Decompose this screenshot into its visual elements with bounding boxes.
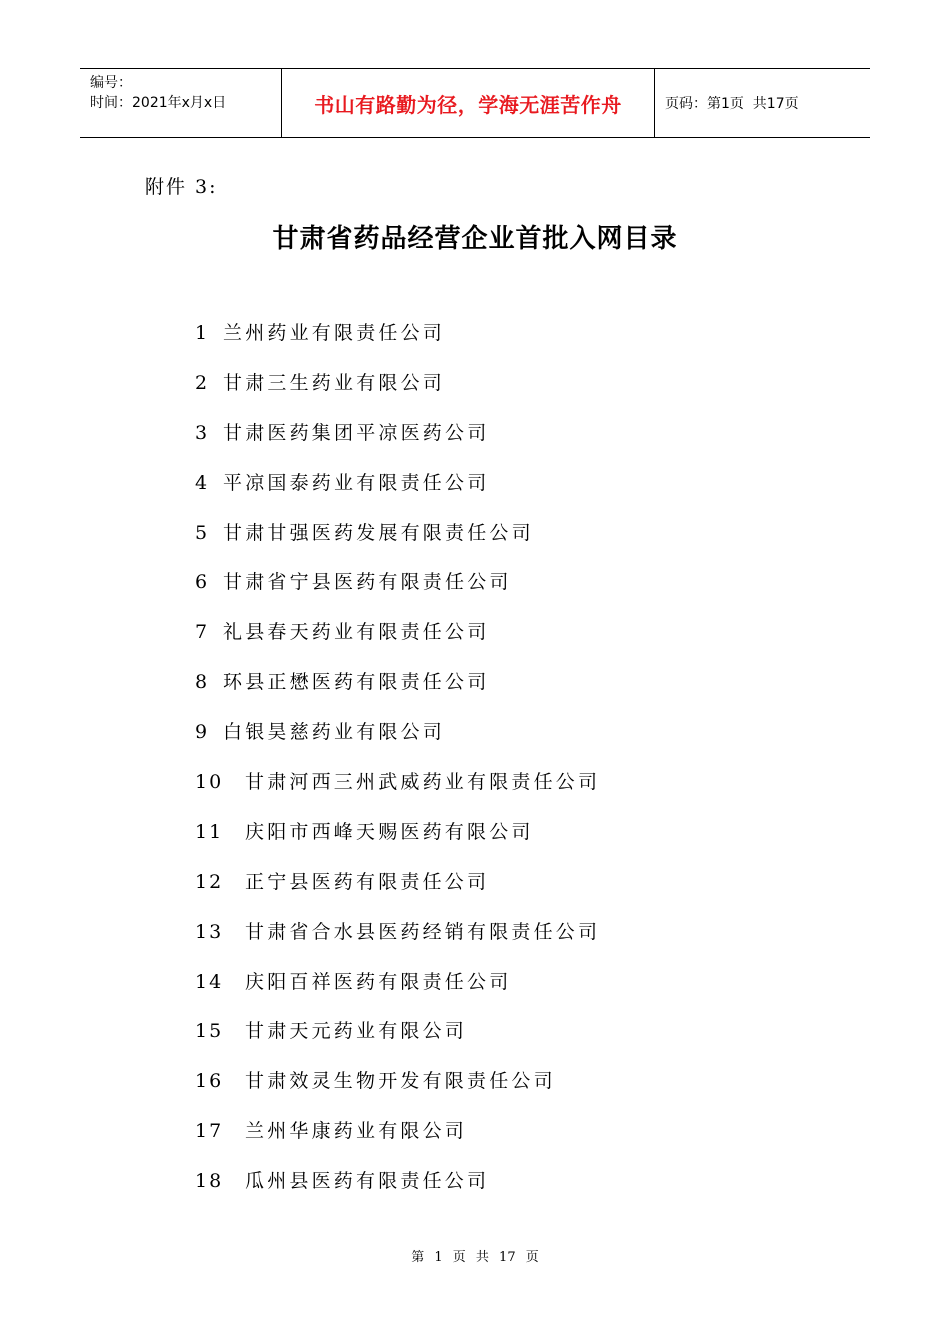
item-number: 13 bbox=[195, 920, 224, 943]
item-number: 14 bbox=[195, 970, 224, 993]
item-name: 甘肃甘强医药发展有限责任公司 bbox=[223, 521, 534, 544]
list-item bbox=[195, 567, 600, 617]
list-item bbox=[195, 1066, 600, 1116]
item-number: 17 bbox=[195, 1120, 224, 1143]
motto-text: 书山有路勤为径，学海无涯苦作舟 bbox=[314, 92, 622, 117]
list-item bbox=[195, 867, 600, 917]
item-name: 庆阳市西峰天赐医药有限公司 bbox=[245, 820, 534, 843]
header-motto-cell bbox=[282, 69, 655, 137]
item-name: 平凉国泰药业有限责任公司 bbox=[223, 471, 490, 494]
list-item bbox=[195, 418, 600, 468]
item-name: 白银昊慈药业有限公司 bbox=[223, 721, 446, 744]
list-item bbox=[195, 817, 600, 867]
item-name: 甘肃省合水县医药经销有限责任公司 bbox=[245, 920, 601, 943]
item-number: 6 bbox=[195, 571, 209, 594]
item-name: 环县正懋医药有限责任公司 bbox=[223, 671, 490, 694]
page-footer: 第 1 页 共 17 页 bbox=[411, 1250, 539, 1265]
item-number: 8 bbox=[195, 671, 209, 694]
list-item bbox=[195, 767, 600, 817]
list-item bbox=[195, 1166, 600, 1216]
item-name: 庆阳百祥医药有限责任公司 bbox=[245, 970, 512, 993]
header-page-cell bbox=[655, 69, 870, 137]
time-label: 时间：2021年x月x日 bbox=[90, 95, 227, 111]
item-number: 2 bbox=[195, 371, 209, 394]
company-list bbox=[195, 318, 600, 1216]
item-name: 正宁县医药有限责任公司 bbox=[245, 870, 490, 893]
item-number: 11 bbox=[195, 820, 224, 843]
item-name: 甘肃三生药业有限公司 bbox=[223, 371, 446, 394]
item-name: 礼县春天药业有限责任公司 bbox=[223, 621, 490, 644]
item-number: 7 bbox=[195, 621, 209, 644]
header-info-cell bbox=[80, 69, 282, 137]
item-number: 18 bbox=[195, 1170, 224, 1193]
item-number: 9 bbox=[195, 721, 209, 744]
item-number: 15 bbox=[195, 1020, 224, 1043]
item-name: 甘肃省宁县医药有限责任公司 bbox=[223, 571, 512, 594]
list-item bbox=[195, 518, 600, 568]
item-name: 兰州华康药业有限公司 bbox=[245, 1120, 468, 1143]
item-name: 甘肃天元药业有限公司 bbox=[245, 1020, 468, 1043]
list-item bbox=[195, 1116, 600, 1166]
number-label: 编号： bbox=[90, 75, 132, 91]
list-item bbox=[195, 318, 600, 368]
item-number: 1 bbox=[195, 322, 209, 344]
item-number: 5 bbox=[195, 521, 209, 544]
list-item bbox=[195, 617, 600, 667]
document-header bbox=[80, 68, 870, 138]
list-item bbox=[195, 368, 600, 418]
list-item bbox=[195, 1016, 600, 1066]
attachment-label: 附件 3: bbox=[145, 176, 218, 198]
item-name: 瓜州县医药有限责任公司 bbox=[245, 1170, 490, 1193]
item-name: 甘肃河西三州武威药业有限责任公司 bbox=[245, 771, 601, 794]
list-item bbox=[195, 667, 600, 717]
item-number: 3 bbox=[195, 421, 209, 444]
item-number: 16 bbox=[195, 1070, 224, 1093]
list-item bbox=[195, 468, 600, 518]
item-number: 12 bbox=[195, 870, 224, 893]
page-info: 页码：第1页 共17页 bbox=[665, 96, 799, 112]
list-item bbox=[195, 917, 600, 967]
item-name: 甘肃医药集团平凉医药公司 bbox=[223, 421, 490, 444]
list-item bbox=[195, 717, 600, 767]
document-title: 甘肃省药品经营企业首批入网目录 bbox=[272, 224, 678, 254]
item-number: 10 bbox=[195, 771, 224, 794]
item-name: 兰州药业有限责任公司 bbox=[223, 322, 446, 344]
item-number: 4 bbox=[195, 471, 209, 494]
list-item bbox=[195, 967, 600, 1017]
item-name: 甘肃效灵生物开发有限责任公司 bbox=[245, 1070, 556, 1093]
